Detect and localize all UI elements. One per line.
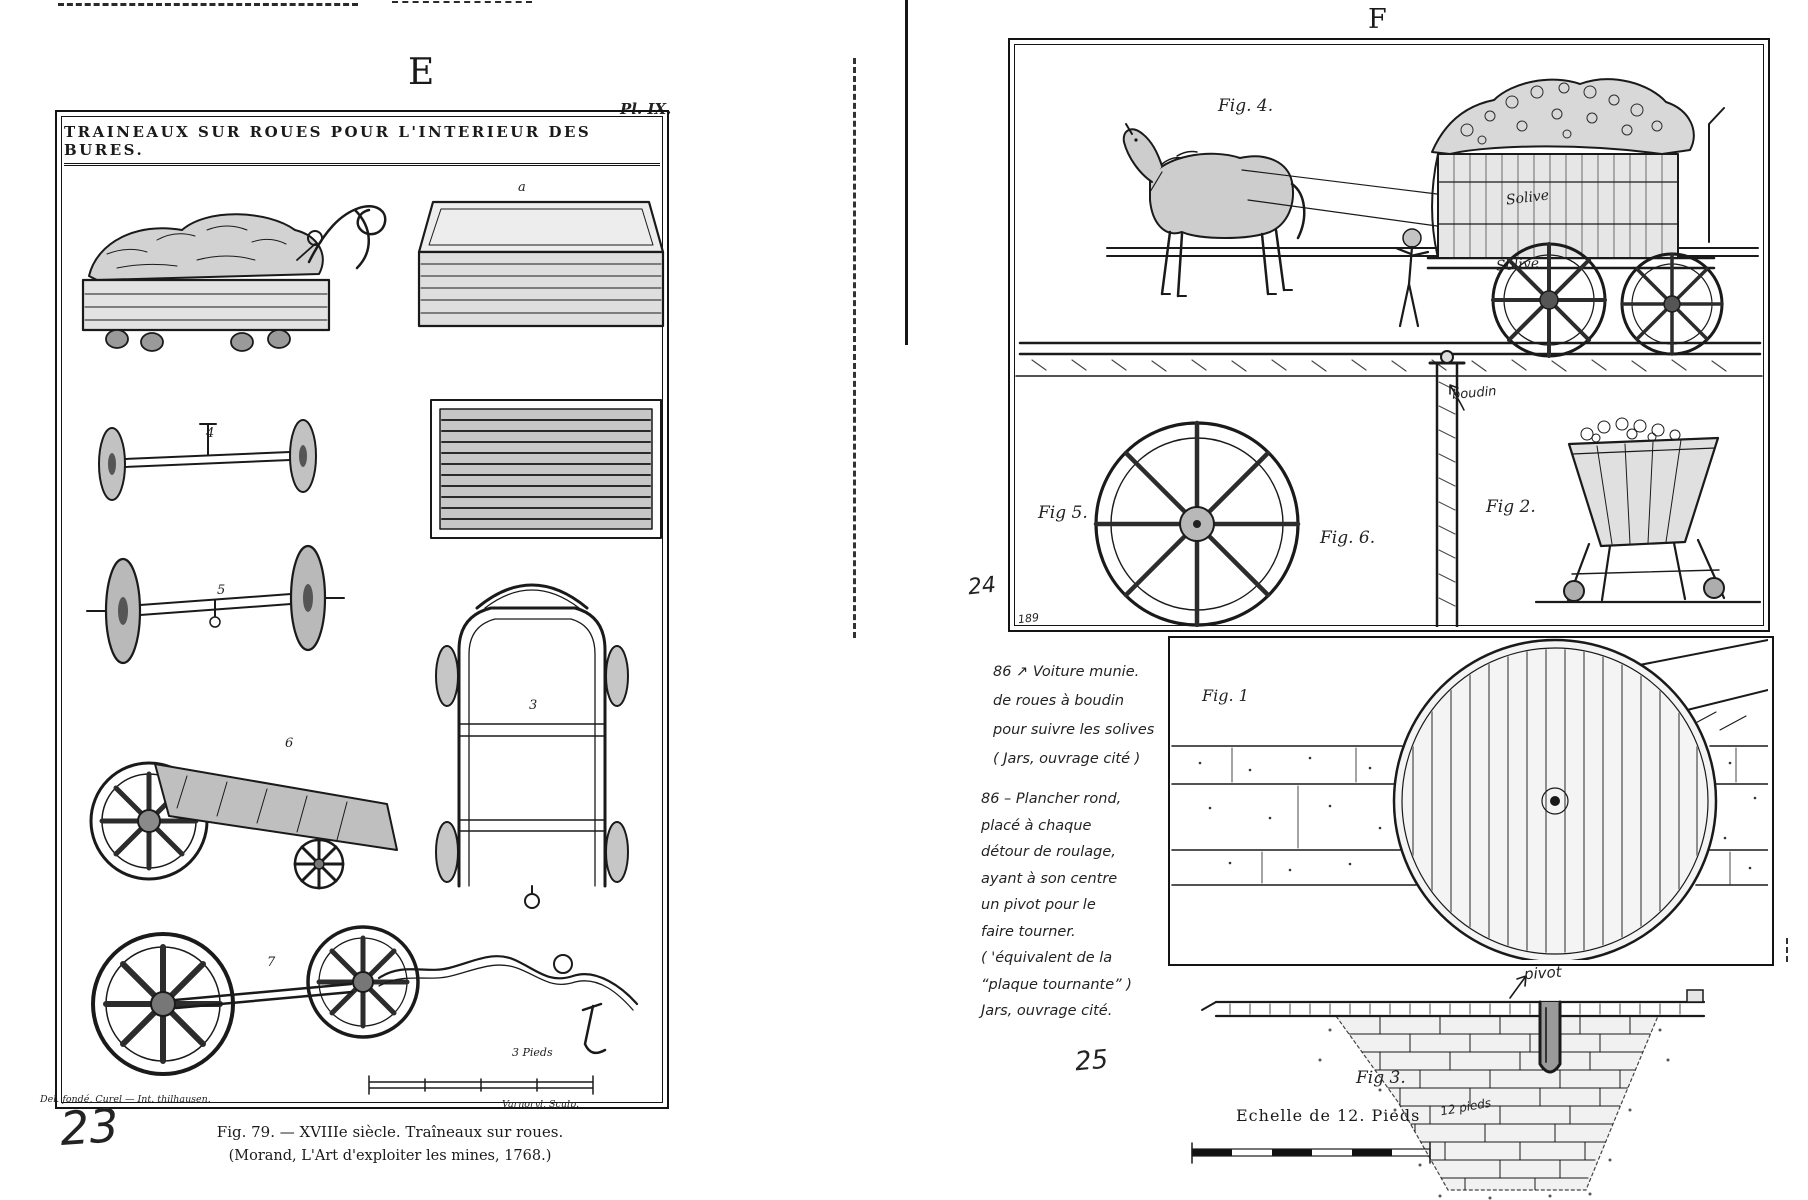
- torn-edge-top-left-2: [392, 1, 532, 3]
- scale-label: 3 Pieds: [512, 1046, 553, 1059]
- torn-edge-right-page: [853, 58, 856, 638]
- fig6-label: Fig. 6.: [1320, 528, 1376, 548]
- note2-line: ayant à son centre: [981, 870, 1118, 887]
- fig4-label: Fig. 4.: [1218, 96, 1274, 116]
- note2-line: faire tourner.: [981, 923, 1076, 940]
- left-plate: [55, 110, 669, 1109]
- figure-mark-3: 3: [529, 698, 538, 713]
- turntable-plan-drawing: [1170, 638, 1768, 960]
- note2-line: ( 'équivalent de la: [981, 950, 1113, 966]
- note2-line: 86 – Plancher rond,: [981, 791, 1122, 807]
- handwritten-page-number-23: 23: [58, 1098, 121, 1156]
- margin-note-2: [981, 786, 1181, 1025]
- trough-cart-drawing: [91, 763, 397, 888]
- note2-line: un pivot pour le: [981, 897, 1096, 913]
- figure-mark-4: 4: [206, 426, 215, 441]
- spoked-wheel-fig5: [1096, 423, 1298, 625]
- note1-line: de roues à boudin: [993, 693, 1125, 709]
- note2-line: Jars, ouvrage cité.: [981, 1003, 1113, 1019]
- figure-mark-a: a: [518, 180, 526, 195]
- engraver-credit-right: Varnoryl, Sculp.: [502, 1099, 580, 1110]
- plate-number: Pl. IX.: [620, 100, 672, 118]
- wheel-pair-drawing: [93, 927, 637, 1074]
- left-plate-drawings: [57, 164, 667, 1105]
- fig3-label: Fig 3.: [1356, 1068, 1406, 1088]
- note2-line: placé à chaque: [981, 817, 1092, 834]
- pivot-annotation: pivot: [1523, 962, 1563, 984]
- note2-line: détour de roulage,: [981, 844, 1116, 860]
- chassis-drawing: [436, 585, 628, 908]
- caption-line-2: (Morand, L'Art d'exploiter les mines, 1768.): [228, 1148, 552, 1164]
- fig5-label: Fig 5.: [1038, 503, 1088, 523]
- scale-bar-drawing: [369, 1076, 593, 1094]
- hatched-panel-drawing: [431, 400, 661, 538]
- figure-mark-7: 7: [267, 955, 276, 970]
- page-gutter-rule: [905, 0, 908, 345]
- handwritten-number-small: 189: [1017, 610, 1040, 627]
- cart-load-rocks: [1581, 418, 1680, 442]
- note1-line: 86 ↗ Voiture munie.: [993, 664, 1140, 680]
- left-page-corner-letter: E: [408, 52, 435, 93]
- right-page-corner-letter: F: [1368, 4, 1387, 35]
- note1-line: ( Jars, ouvrage cité ): [993, 751, 1141, 767]
- figure-mark-5: 5: [217, 583, 226, 598]
- echelle-handwritten-note: 12 pieds: [1439, 1095, 1493, 1119]
- margin-note-1: [993, 658, 1183, 774]
- fig2-label: Fig 2.: [1486, 497, 1536, 517]
- note2-line: “plaque tournante” ): [981, 976, 1132, 993]
- fig1-label: Fig. 1: [1202, 686, 1249, 705]
- large-axle-drawing: [87, 546, 344, 663]
- torn-edge-top-left: [58, 3, 358, 6]
- engraver-credit-left: Del. fondé, Curel — Int. thilhausen.: [40, 1094, 211, 1105]
- solive-label-upper: Solive: [1505, 187, 1550, 209]
- echelle-label: Echelle de 12. Pieds: [1236, 1106, 1421, 1125]
- torn-edge-right-margin: [1786, 938, 1788, 962]
- scale-ruler: [1192, 1143, 1430, 1163]
- horse-and-wagon-scene: [1020, 79, 1760, 371]
- handwritten-number-24: 24: [966, 572, 998, 601]
- right-lower-plate: [1168, 636, 1774, 966]
- figure-mark-6: 6: [285, 736, 294, 751]
- pivot-section-drawing: [1190, 960, 1790, 1200]
- solive-label-lower: Solive: [1495, 255, 1540, 275]
- sledge-drawing: [83, 206, 385, 351]
- plate-caption: [170, 1120, 610, 1168]
- boudin-annotation: boudin: [1451, 384, 1498, 403]
- right-top-plate: [1008, 38, 1770, 632]
- box-drawing: [419, 202, 663, 326]
- turntable-circle: [1394, 638, 1716, 960]
- right-top-plate-drawings: [1012, 42, 1766, 627]
- note1-line: pour suivre les solives: [993, 722, 1155, 738]
- ground-platform: [1202, 990, 1704, 1016]
- caption-line-1: Fig. 79. — XVIIIe siècle. Traîneaux sur roues.: [216, 1123, 564, 1141]
- handwritten-number-25: 25: [1073, 1044, 1110, 1078]
- plate-title-banner: TRAINEAUX SUR ROUES POUR L'INTERIEUR DES BURES.: [64, 119, 660, 166]
- tipping-cart-fig2: [1536, 418, 1760, 602]
